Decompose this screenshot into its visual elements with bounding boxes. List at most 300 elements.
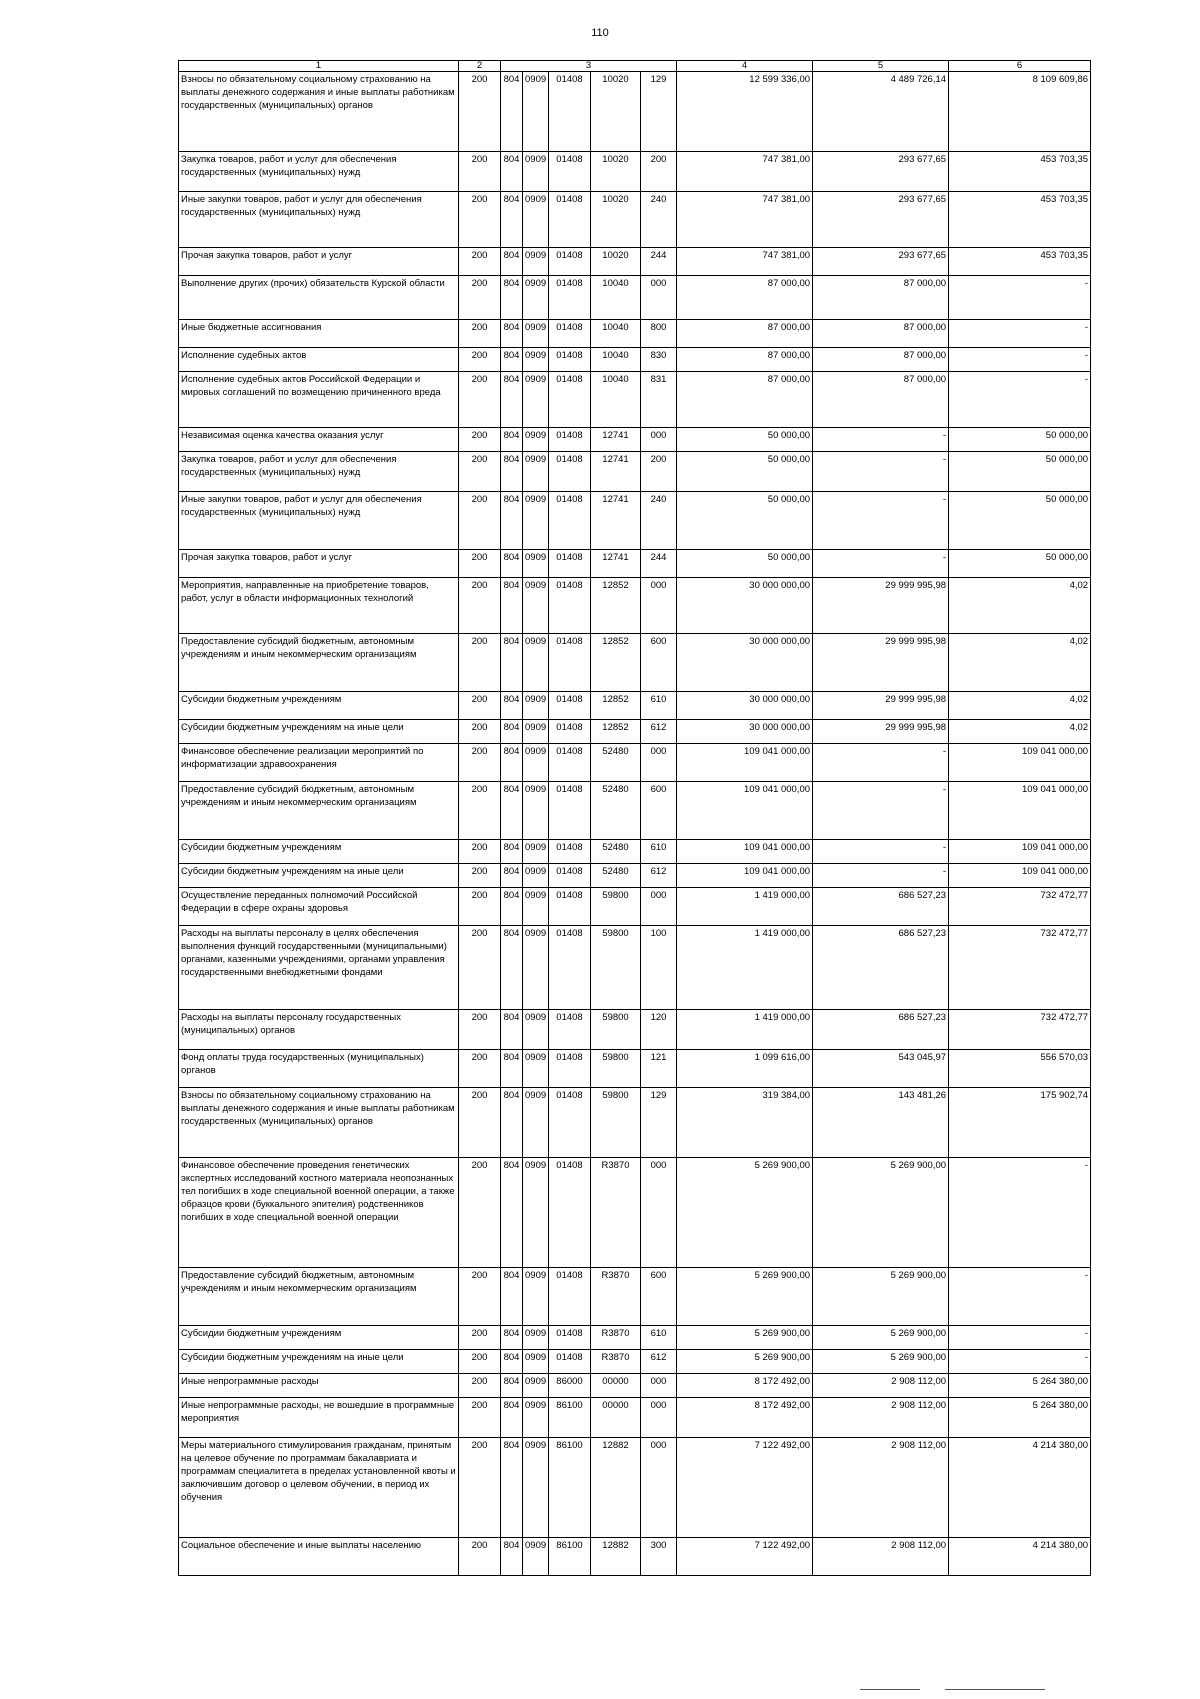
row-approved: 747 381,00 [677, 192, 813, 248]
row-unexecuted: - [949, 1350, 1091, 1374]
row-section-code: 0909 [523, 744, 549, 782]
row-line-code: 200 [459, 1158, 501, 1268]
row-section-code: 0909 [523, 276, 549, 320]
row-section-code: 0909 [523, 1326, 549, 1350]
row-dept-code: 804 [501, 452, 523, 492]
row-name: Мероприятия, направленные на приобретение товаров, работ, услуг в области информационных технологий [179, 578, 459, 634]
table-row [179, 1326, 1091, 1350]
table-row [179, 864, 1091, 888]
row-line-code: 200 [459, 888, 501, 926]
row-section-code: 0909 [523, 1268, 549, 1326]
row-approved: 50 000,00 [677, 550, 813, 578]
row-expense-type: 120 [641, 1010, 677, 1050]
row-expense-type: 612 [641, 720, 677, 744]
row-dept-code: 804 [501, 782, 523, 840]
row-approved: 87 000,00 [677, 348, 813, 372]
header-col-5: 5 [813, 61, 949, 72]
row-line-code: 200 [459, 1050, 501, 1088]
row-expense-type: 000 [641, 1374, 677, 1398]
row-section-code: 0909 [523, 1350, 549, 1374]
header-col-1: 1 [179, 61, 459, 72]
row-expense-type: 000 [641, 428, 677, 452]
row-expense-type: 600 [641, 1268, 677, 1326]
row-expense-type: 300 [641, 1538, 677, 1576]
row-dept-code: 804 [501, 578, 523, 634]
row-approved: 5 269 900,00 [677, 1268, 813, 1326]
row-direction-code: 52480 [591, 840, 641, 864]
row-unexecuted: - [949, 1158, 1091, 1268]
row-executed: - [813, 428, 949, 452]
row-name: Расходы на выплаты персоналу в целях обеспечения выполнения функций государственными (муниципальными) органами, казенными учреждениями, органами управления государственными внебюджетными фондами [179, 926, 459, 1010]
table-row [179, 320, 1091, 348]
row-line-code: 200 [459, 864, 501, 888]
row-line-code: 200 [459, 720, 501, 744]
row-program-code: 01408 [549, 276, 591, 320]
row-expense-type: 000 [641, 578, 677, 634]
header-col-2: 2 [459, 61, 501, 72]
scan-mark [945, 1689, 1045, 1690]
row-name: Социальное обеспечение и иные выплаты населению [179, 1538, 459, 1576]
row-direction-code: 10020 [591, 248, 641, 276]
row-executed: 87 000,00 [813, 276, 949, 320]
row-line-code: 200 [459, 492, 501, 550]
row-executed: 543 045,97 [813, 1050, 949, 1088]
row-approved: 747 381,00 [677, 248, 813, 276]
row-dept-code: 804 [501, 276, 523, 320]
row-unexecuted: 5 264 380,00 [949, 1374, 1091, 1398]
row-expense-type: 129 [641, 72, 677, 152]
row-approved: 30 000 000,00 [677, 634, 813, 692]
row-unexecuted: 4,02 [949, 692, 1091, 720]
table-row [179, 840, 1091, 864]
row-unexecuted: 109 041 000,00 [949, 744, 1091, 782]
row-program-code: 01408 [549, 320, 591, 348]
table-row [179, 1374, 1091, 1398]
row-section-code: 0909 [523, 248, 549, 276]
table-body [179, 72, 1091, 1576]
row-line-code: 200 [459, 1438, 501, 1538]
row-program-code: 01408 [549, 720, 591, 744]
row-approved: 30 000 000,00 [677, 578, 813, 634]
row-direction-code: 59800 [591, 1050, 641, 1088]
row-name: Финансовое обеспечение проведения генетических экспертных исследований костного материала неопознанных тел погибших в ходе специальной военной операции, а также образцов крови (буккального эпителия) родственников погибших в ходе специальной военной операции [179, 1158, 459, 1268]
row-expense-type: 240 [641, 492, 677, 550]
row-executed: 5 269 900,00 [813, 1158, 949, 1268]
row-executed: - [813, 864, 949, 888]
row-name: Субсидии бюджетным учреждениям [179, 1326, 459, 1350]
row-expense-type: 200 [641, 152, 677, 192]
row-direction-code: 12741 [591, 550, 641, 578]
row-dept-code: 804 [501, 248, 523, 276]
header-col-4: 4 [677, 61, 813, 72]
row-approved: 50 000,00 [677, 452, 813, 492]
row-program-code: 01408 [549, 72, 591, 152]
table-row [179, 1268, 1091, 1326]
row-dept-code: 804 [501, 1158, 523, 1268]
row-section-code: 0909 [523, 192, 549, 248]
row-executed: 29 999 995,98 [813, 692, 949, 720]
row-program-code: 01408 [549, 692, 591, 720]
row-approved: 109 041 000,00 [677, 864, 813, 888]
row-name: Расходы на выплаты персоналу государственных (муниципальных) органов [179, 1010, 459, 1050]
row-line-code: 200 [459, 1374, 501, 1398]
row-section-code: 0909 [523, 926, 549, 1010]
page-number: 110 [591, 27, 609, 39]
row-dept-code: 804 [501, 926, 523, 1010]
table-header-row [179, 61, 1091, 72]
row-program-code: 01408 [549, 782, 591, 840]
row-unexecuted: 556 570,03 [949, 1050, 1091, 1088]
row-name: Иные закупки товаров, работ и услуг для обеспечения государственных (муниципальных) нужд [179, 192, 459, 248]
row-executed: 2 908 112,00 [813, 1538, 949, 1576]
row-unexecuted: - [949, 372, 1091, 428]
row-program-code: 01408 [549, 152, 591, 192]
row-direction-code: 10040 [591, 348, 641, 372]
row-executed: 686 527,23 [813, 888, 949, 926]
row-program-code: 86100 [549, 1398, 591, 1438]
row-program-code: 01408 [549, 248, 591, 276]
row-section-code: 0909 [523, 634, 549, 692]
row-executed: 2 908 112,00 [813, 1374, 949, 1398]
row-executed: - [813, 492, 949, 550]
row-approved: 109 041 000,00 [677, 744, 813, 782]
row-unexecuted: 4 214 380,00 [949, 1438, 1091, 1538]
row-unexecuted: 109 041 000,00 [949, 782, 1091, 840]
row-line-code: 200 [459, 1010, 501, 1050]
row-direction-code: 12852 [591, 692, 641, 720]
row-expense-type: 610 [641, 692, 677, 720]
row-dept-code: 804 [501, 1438, 523, 1538]
row-section-code: 0909 [523, 720, 549, 744]
row-section-code: 0909 [523, 1050, 549, 1088]
row-unexecuted: 732 472,77 [949, 926, 1091, 1010]
row-executed: - [813, 452, 949, 492]
row-program-code: 01408 [549, 192, 591, 248]
row-direction-code: 10020 [591, 152, 641, 192]
row-executed: 29 999 995,98 [813, 720, 949, 744]
row-section-code: 0909 [523, 348, 549, 372]
row-executed: 293 677,65 [813, 248, 949, 276]
row-executed: 87 000,00 [813, 320, 949, 348]
row-section-code: 0909 [523, 888, 549, 926]
row-approved: 87 000,00 [677, 320, 813, 348]
row-direction-code: 10040 [591, 276, 641, 320]
row-section-code: 0909 [523, 372, 549, 428]
row-direction-code: 10020 [591, 192, 641, 248]
row-line-code: 200 [459, 1398, 501, 1438]
row-program-code: 01408 [549, 1158, 591, 1268]
table-row [179, 452, 1091, 492]
row-approved: 30 000 000,00 [677, 692, 813, 720]
row-dept-code: 804 [501, 192, 523, 248]
row-section-code: 0909 [523, 492, 549, 550]
row-program-code: 01408 [549, 840, 591, 864]
table-row [179, 578, 1091, 634]
row-executed: 143 481,26 [813, 1088, 949, 1158]
row-name: Закупка товаров, работ и услуг для обеспечения государственных (муниципальных) нужд [179, 152, 459, 192]
row-approved: 109 041 000,00 [677, 782, 813, 840]
row-line-code: 200 [459, 578, 501, 634]
row-name: Иные закупки товаров, работ и услуг для обеспечения государственных (муниципальных) нужд [179, 492, 459, 550]
row-dept-code: 804 [501, 1268, 523, 1326]
table-row [179, 72, 1091, 152]
row-line-code: 200 [459, 1538, 501, 1576]
table-row [179, 152, 1091, 192]
row-line-code: 200 [459, 192, 501, 248]
row-expense-type: 000 [641, 276, 677, 320]
row-approved: 7 122 492,00 [677, 1438, 813, 1538]
row-approved: 50 000,00 [677, 492, 813, 550]
row-dept-code: 804 [501, 1350, 523, 1374]
row-unexecuted: 732 472,77 [949, 888, 1091, 926]
row-name: Фонд оплаты труда государственных (муниципальных) органов [179, 1050, 459, 1088]
row-dept-code: 804 [501, 840, 523, 864]
row-program-code: 86100 [549, 1438, 591, 1538]
table-row [179, 926, 1091, 1010]
row-executed: 4 489 726,14 [813, 72, 949, 152]
row-expense-type: 000 [641, 888, 677, 926]
row-unexecuted: - [949, 320, 1091, 348]
row-line-code: 200 [459, 1268, 501, 1326]
table-row [179, 1398, 1091, 1438]
table-row [179, 192, 1091, 248]
row-section-code: 0909 [523, 1158, 549, 1268]
row-section-code: 0909 [523, 452, 549, 492]
table-row [179, 550, 1091, 578]
row-approved: 8 172 492,00 [677, 1374, 813, 1398]
table-row [179, 1088, 1091, 1158]
row-line-code: 200 [459, 840, 501, 864]
row-program-code: 01408 [549, 864, 591, 888]
row-approved: 747 381,00 [677, 152, 813, 192]
row-dept-code: 804 [501, 1050, 523, 1088]
row-unexecuted: 453 703,35 [949, 192, 1091, 248]
row-unexecuted: 175 902,74 [949, 1088, 1091, 1158]
row-program-code: 01408 [549, 428, 591, 452]
row-dept-code: 804 [501, 692, 523, 720]
row-program-code: 01408 [549, 492, 591, 550]
row-unexecuted: 4,02 [949, 720, 1091, 744]
row-dept-code: 804 [501, 492, 523, 550]
budget-table [178, 60, 1091, 1576]
row-section-code: 0909 [523, 782, 549, 840]
row-name: Субсидии бюджетным учреждениям [179, 692, 459, 720]
row-unexecuted: 5 264 380,00 [949, 1398, 1091, 1438]
row-expense-type: 244 [641, 550, 677, 578]
row-name: Взносы по обязательному социальному страхованию на выплаты денежного содержания и иные выплаты работникам государственных (муниципальных) органов [179, 1088, 459, 1158]
row-name: Предоставление субсидий бюджетным, автономным учреждениям и иным некоммерческим организациям [179, 634, 459, 692]
row-executed: 5 269 900,00 [813, 1268, 949, 1326]
row-name: Иные непрограммные расходы, не вошедшие в программные мероприятия [179, 1398, 459, 1438]
row-program-code: 01408 [549, 926, 591, 1010]
row-dept-code: 804 [501, 320, 523, 348]
row-name: Выполнение других (прочих) обязательств Курской области [179, 276, 459, 320]
row-program-code: 01408 [549, 888, 591, 926]
row-dept-code: 804 [501, 1088, 523, 1158]
row-approved: 5 269 900,00 [677, 1350, 813, 1374]
row-direction-code: 52480 [591, 782, 641, 840]
row-executed: 293 677,65 [813, 192, 949, 248]
row-direction-code: 12852 [591, 578, 641, 634]
row-unexecuted: 732 472,77 [949, 1010, 1091, 1050]
row-expense-type: 831 [641, 372, 677, 428]
row-dept-code: 804 [501, 348, 523, 372]
row-direction-code: 12741 [591, 492, 641, 550]
row-expense-type: 612 [641, 1350, 677, 1374]
row-approved: 5 269 900,00 [677, 1326, 813, 1350]
row-expense-type: 129 [641, 1088, 677, 1158]
row-direction-code: 10040 [591, 372, 641, 428]
row-direction-code: 12882 [591, 1538, 641, 1576]
row-approved: 50 000,00 [677, 428, 813, 452]
row-name: Субсидии бюджетным учреждениям [179, 840, 459, 864]
row-name: Взносы по обязательному социальному страхованию на выплаты денежного содержания и иные выплаты работникам государственных (муниципальных) органов [179, 72, 459, 152]
row-approved: 12 599 336,00 [677, 72, 813, 152]
row-name: Субсидии бюджетным учреждениям на иные цели [179, 720, 459, 744]
table-row [179, 428, 1091, 452]
row-program-code: 01408 [549, 452, 591, 492]
row-unexecuted: - [949, 1326, 1091, 1350]
row-unexecuted: 4,02 [949, 634, 1091, 692]
row-dept-code: 804 [501, 1010, 523, 1050]
row-section-code: 0909 [523, 428, 549, 452]
row-expense-type: 600 [641, 634, 677, 692]
row-program-code: 01408 [549, 578, 591, 634]
row-unexecuted: 50 000,00 [949, 550, 1091, 578]
row-unexecuted: 453 703,35 [949, 248, 1091, 276]
row-approved: 7 122 492,00 [677, 1538, 813, 1576]
row-section-code: 0909 [523, 578, 549, 634]
row-expense-type: 610 [641, 1326, 677, 1350]
row-executed: 5 269 900,00 [813, 1350, 949, 1374]
table-row [179, 1350, 1091, 1374]
row-program-code: 86100 [549, 1538, 591, 1576]
row-line-code: 200 [459, 744, 501, 782]
table-row [179, 720, 1091, 744]
row-name: Финансовое обеспечение реализации мероприятий по информатизации здравоохранения [179, 744, 459, 782]
row-direction-code: 59800 [591, 888, 641, 926]
row-line-code: 200 [459, 348, 501, 372]
row-section-code: 0909 [523, 550, 549, 578]
row-expense-type: 121 [641, 1050, 677, 1088]
row-name: Предоставление субсидий бюджетным, автономным учреждениям и иным некоммерческим организациям [179, 782, 459, 840]
row-line-code: 200 [459, 1326, 501, 1350]
row-unexecuted: 50 000,00 [949, 428, 1091, 452]
row-program-code: 01408 [549, 744, 591, 782]
row-section-code: 0909 [523, 72, 549, 152]
table-row [179, 744, 1091, 782]
row-dept-code: 804 [501, 1398, 523, 1438]
table-row [179, 248, 1091, 276]
row-section-code: 0909 [523, 1438, 549, 1538]
row-executed: 2 908 112,00 [813, 1438, 949, 1538]
row-direction-code: R3870 [591, 1268, 641, 1326]
row-program-code: 01408 [549, 1350, 591, 1374]
row-approved: 8 172 492,00 [677, 1398, 813, 1438]
row-dept-code: 804 [501, 550, 523, 578]
row-line-code: 200 [459, 320, 501, 348]
row-section-code: 0909 [523, 320, 549, 348]
row-program-code: 01408 [549, 348, 591, 372]
row-program-code: 86000 [549, 1374, 591, 1398]
row-direction-code: R3870 [591, 1326, 641, 1350]
row-line-code: 200 [459, 452, 501, 492]
row-expense-type: 000 [641, 1158, 677, 1268]
row-dept-code: 804 [501, 864, 523, 888]
row-approved: 109 041 000,00 [677, 840, 813, 864]
row-unexecuted: - [949, 1268, 1091, 1326]
row-expense-type: 610 [641, 840, 677, 864]
row-program-code: 01408 [549, 1326, 591, 1350]
row-name: Меры материального стимулирования гражданам, принятым на целевое обучение по программам бакалавриата и программам специалитета в пределах установленной квоты и заключившим договор о целевом обучении, в период их обучения [179, 1438, 459, 1538]
row-line-code: 200 [459, 248, 501, 276]
row-approved: 319 384,00 [677, 1088, 813, 1158]
row-section-code: 0909 [523, 1398, 549, 1438]
row-program-code: 01408 [549, 634, 591, 692]
table-row [179, 1538, 1091, 1576]
row-direction-code: 00000 [591, 1398, 641, 1438]
row-executed: 2 908 112,00 [813, 1398, 949, 1438]
row-section-code: 0909 [523, 152, 549, 192]
row-name: Исполнение судебных актов Российской Федерации и мировых соглашений по возмещению причиненного вреда [179, 372, 459, 428]
row-unexecuted: 4,02 [949, 578, 1091, 634]
row-name: Иные бюджетные ассигнования [179, 320, 459, 348]
row-executed: - [813, 550, 949, 578]
table-row [179, 492, 1091, 550]
row-approved: 87 000,00 [677, 372, 813, 428]
row-unexecuted: - [949, 348, 1091, 372]
row-unexecuted: 50 000,00 [949, 452, 1091, 492]
row-line-code: 200 [459, 1088, 501, 1158]
row-program-code: 01408 [549, 1088, 591, 1158]
row-direction-code: R3870 [591, 1350, 641, 1374]
row-approved: 30 000 000,00 [677, 720, 813, 744]
row-direction-code: R3870 [591, 1158, 641, 1268]
row-expense-type: 000 [641, 1398, 677, 1438]
table-row [179, 634, 1091, 692]
row-executed: 293 677,65 [813, 152, 949, 192]
row-line-code: 200 [459, 152, 501, 192]
row-unexecuted: 8 109 609,86 [949, 72, 1091, 152]
row-direction-code: 12741 [591, 452, 641, 492]
row-direction-code: 59800 [591, 1088, 641, 1158]
table-row [179, 692, 1091, 720]
row-approved: 1 419 000,00 [677, 888, 813, 926]
row-program-code: 01408 [549, 372, 591, 428]
header-col-6: 6 [949, 61, 1091, 72]
row-line-code: 200 [459, 550, 501, 578]
row-executed: 87 000,00 [813, 372, 949, 428]
row-dept-code: 804 [501, 744, 523, 782]
row-dept-code: 804 [501, 720, 523, 744]
row-direction-code: 12882 [591, 1438, 641, 1538]
table-row [179, 888, 1091, 926]
row-direction-code: 52480 [591, 864, 641, 888]
row-expense-type: 100 [641, 926, 677, 1010]
row-line-code: 200 [459, 926, 501, 1010]
row-section-code: 0909 [523, 840, 549, 864]
row-line-code: 200 [459, 372, 501, 428]
table-row [179, 372, 1091, 428]
row-program-code: 01408 [549, 1050, 591, 1088]
table-row [179, 276, 1091, 320]
row-program-code: 01408 [549, 1010, 591, 1050]
row-unexecuted: 109 041 000,00 [949, 864, 1091, 888]
row-line-code: 200 [459, 782, 501, 840]
row-name: Осуществление переданных полномочий Российской Федерации в сфере охраны здоровья [179, 888, 459, 926]
row-unexecuted: 4 214 380,00 [949, 1538, 1091, 1576]
row-section-code: 0909 [523, 692, 549, 720]
